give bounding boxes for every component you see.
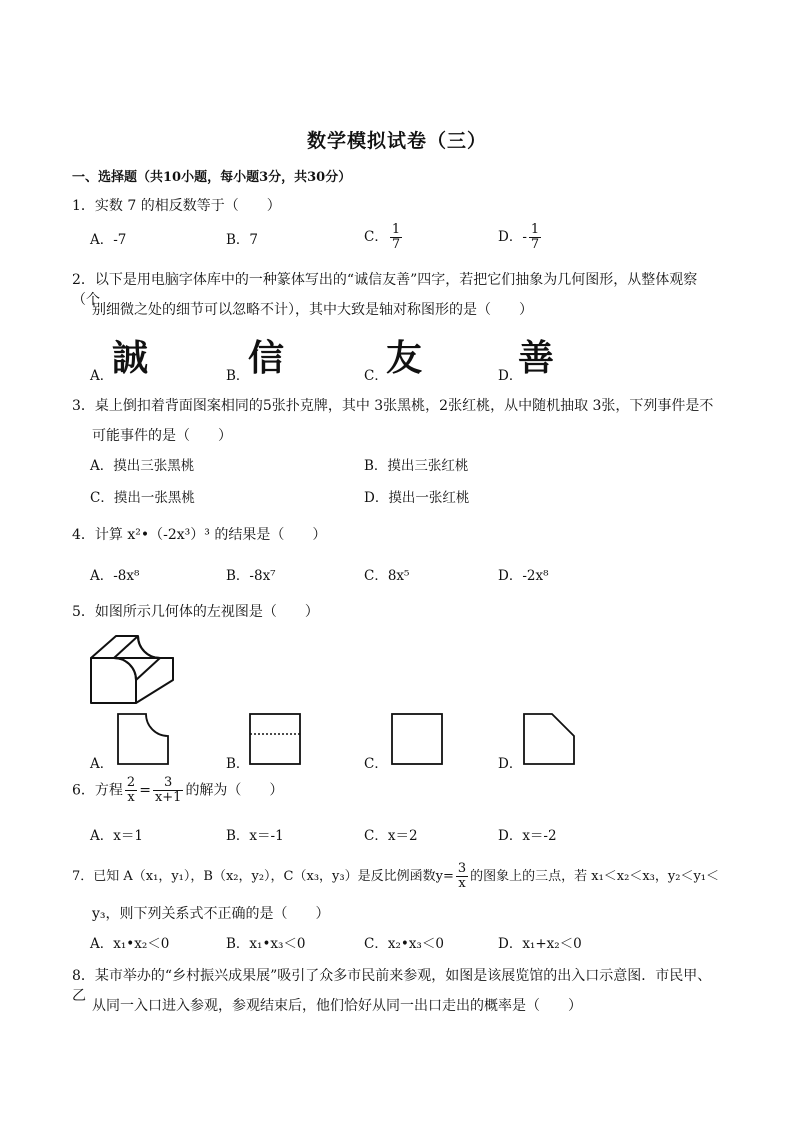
q1-option-c	[364, 223, 404, 252]
q7-suffix: 的图象上的三点，若 x₁＜x₂＜x₃，y₂＜y₁＜	[470, 869, 719, 884]
q1-d-numerator: 1	[530, 222, 540, 237]
question-2-line1: 2．以下是用电脑字体库中的一种篆体写出的“诚信友善”四字，若把它们抽象为几何图形，从整体观察（个	[72, 272, 698, 308]
seal-char-cheng: 誠	[112, 337, 147, 379]
q6-option-b: B．x＝-1	[226, 828, 284, 844]
q5-option-b: B．	[226, 756, 250, 772]
q1-d-fraction	[529, 223, 541, 252]
question-3-line2: 可能事件的是（ ）	[92, 428, 232, 444]
q6-f1-denominator: x	[127, 790, 135, 805]
q5-option-c: C．	[364, 756, 388, 772]
q7-fraction	[456, 862, 468, 891]
question-2-line2: 别细微之处的细节可以忽略不计），其中大致是轴对称图形的是（ ）	[92, 302, 533, 318]
q5-option-a: A．	[90, 756, 114, 772]
q7-numerator: 3	[457, 861, 467, 876]
q6-fraction-2	[153, 776, 184, 805]
question-7-line1	[72, 862, 722, 891]
q3-option-d: D．摸出一张红桃	[364, 490, 470, 506]
q6-suffix: 的解为（ ）	[185, 782, 284, 799]
q1-option-c-label: C．	[364, 229, 388, 245]
question-5-stem: 5．如图所示几何体的左视图是（ ）	[72, 604, 319, 620]
q1-c-fraction	[390, 223, 402, 252]
q6-option-c: C．x＝2	[364, 828, 418, 844]
view-d-cut-corner	[522, 712, 578, 768]
q1-option-a: A．-7	[90, 232, 127, 248]
q1-c-numerator: 1	[391, 222, 401, 237]
q1-option-b: B．7	[226, 232, 259, 248]
question-8-line1: 8．某市举办的“乡村振兴成果展”吸引了众多市民前来参观，如图是该展览馆的出入口示意图．市民甲、乙	[72, 968, 712, 1004]
question-6-stem	[72, 776, 722, 805]
q2-option-d: D．	[498, 368, 523, 384]
seal-char-shan: 善	[518, 337, 553, 379]
view-b-square-dashed	[248, 712, 304, 768]
question-4-stem: 4．计算 x²•（-2x³）³ 的结果是（ ）	[72, 527, 327, 543]
question-8-line2: 从同一入口进入参观，参观结束后，他们恰好从同一出口走出的概率是（ ）	[92, 998, 582, 1014]
q2-option-b: B．	[226, 368, 250, 384]
q6-prefix: 6．方程	[72, 782, 123, 799]
q2-option-a: A．	[90, 368, 114, 384]
q7-option-c: C．x₂•x₃＜0	[364, 936, 444, 952]
q4-option-c: C．8x⁵	[364, 568, 410, 584]
q6-equals: =	[139, 782, 151, 799]
question-3-line1: 3．桌上倒扣着背面图案相同的5张扑克牌，其中 3张黑桃，2张红桃，从中随机抽取 3张，下列事件是不	[72, 398, 714, 414]
q1-option-d-label: D．-	[498, 229, 527, 245]
q6-f1-numerator: 2	[126, 775, 136, 790]
q4-option-a: A．-8x⁸	[90, 568, 140, 584]
q7-denominator: x	[458, 876, 466, 891]
q6-f2-numerator: 3	[153, 776, 184, 791]
question-7-line2: y₃，则下列关系式不正确的是（ ）	[92, 906, 330, 922]
q4-option-d: D．-2x⁸	[498, 568, 549, 584]
q3-option-c: C．摸出一张黑桃	[90, 490, 195, 506]
q6-option-d: D．x＝-2	[498, 828, 557, 844]
solid-figure	[88, 630, 178, 706]
q1-option-d	[498, 223, 543, 252]
q1-c-denominator: 7	[391, 237, 401, 252]
q7-option-b: B．x₁•x₃＜0	[226, 936, 306, 952]
question-1-stem: 1．实数 7 的相反数等于（ ）	[72, 198, 281, 214]
q2-option-c: C．	[364, 368, 388, 384]
seal-char-xin: 信	[248, 337, 283, 379]
q3-option-a: A．摸出三张黑桃	[90, 458, 195, 474]
seal-char-you: 友	[386, 337, 421, 379]
q1-d-denominator: 7	[530, 237, 540, 252]
q6-fraction-1	[125, 776, 137, 805]
section-heading: 一、选择题（共10小题，每小题3分，共30分）	[72, 170, 352, 185]
q7-option-d: D．x₁+x₂＜0	[498, 936, 582, 952]
page-title: 数学模拟试卷（三）	[306, 130, 487, 152]
q6-f2-denominator: x+1	[154, 790, 182, 805]
q4-option-b: B．-8x⁷	[226, 568, 276, 584]
q7-y-equals: y=	[435, 869, 454, 884]
q5-option-d: D．	[498, 756, 523, 772]
q7-prefix: 7．已知 A（x₁，y₁），B（x₂，y₂），C（x₃，y₃）是反比例函数	[72, 869, 436, 884]
q6-option-a: A．x＝1	[90, 828, 143, 844]
view-c-square	[390, 712, 446, 768]
view-a-square-quarter-arc	[116, 712, 172, 768]
q7-option-a: A．x₁•x₂＜0	[90, 936, 170, 952]
q3-option-b: B．摸出三张红桃	[364, 458, 469, 474]
